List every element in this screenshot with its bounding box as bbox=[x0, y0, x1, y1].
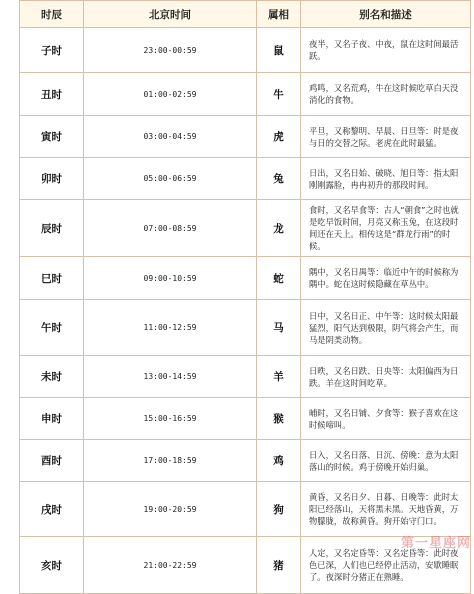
hour-cell: 申时 bbox=[20, 398, 84, 440]
hour-cell: 未时 bbox=[20, 356, 84, 398]
zodiac-animal-cell: 兔 bbox=[257, 158, 301, 200]
description-cell: 人定，又名定昏等：又名定昏等：此时夜色已深，人们也已经停止活动，安歇睡眠了。夜深时分猪正在熟睡。 bbox=[301, 537, 471, 594]
table-row bbox=[20, 116, 471, 158]
time-cell: 09:00-10:59 bbox=[84, 257, 257, 300]
description-cell: 日入，又名日落、日沉、傍晚：意为太阳落山的时候。鸡于傍晚开始归巢。 bbox=[301, 440, 471, 482]
hour-cell: 辰时 bbox=[20, 200, 84, 257]
zodiac-animal-cell: 鼠 bbox=[257, 28, 301, 73]
time-cell: 19:00-20:59 bbox=[84, 482, 257, 537]
zodiac-animal-cell: 羊 bbox=[257, 356, 301, 398]
header-beijing-time: 北京时间 bbox=[84, 1, 257, 28]
table-header-row bbox=[20, 1, 471, 28]
hour-cell: 戌时 bbox=[20, 482, 84, 537]
table-row bbox=[20, 440, 471, 482]
header-hour: 时辰 bbox=[20, 1, 84, 28]
hour-cell: 巳时 bbox=[20, 257, 84, 300]
table-row bbox=[20, 200, 471, 257]
table-row bbox=[20, 482, 471, 537]
description-cell: 平旦，又称黎明、早晨、日旦等：时是夜与日的交替之际。老虎在此时最猛。 bbox=[301, 116, 471, 158]
table-row bbox=[20, 300, 471, 356]
zodiac-animal-cell: 虎 bbox=[257, 116, 301, 158]
hour-cell: 亥时 bbox=[20, 537, 84, 594]
time-cell: 03:00-04:59 bbox=[84, 116, 257, 158]
time-cell: 13:00-14:59 bbox=[84, 356, 257, 398]
hour-cell: 子时 bbox=[20, 28, 84, 73]
zodiac-animal-cell: 猴 bbox=[257, 398, 301, 440]
hour-cell: 寅时 bbox=[20, 116, 84, 158]
description-cell: 日昳，又名日跌、日央等：太阳偏西为日跌。羊在这时间吃草。 bbox=[301, 356, 471, 398]
zodiac-animal-cell: 马 bbox=[257, 300, 301, 356]
zodiac-hours-table-container bbox=[19, 0, 470, 594]
description-cell: 黄昏，又名日夕、日暮、日晚等：此时太阳已经落山，天将黑未黑。天地昏黄，万物朦胧，故称黄昏。狗开始守门口。 bbox=[301, 482, 471, 537]
zodiac-animal-cell: 猪 bbox=[257, 537, 301, 594]
zodiac-animal-cell: 狗 bbox=[257, 482, 301, 537]
description-cell: 夜半，又名子夜、中夜，鼠在这时间最活跃。 bbox=[301, 28, 471, 73]
zodiac-animal-cell: 蛇 bbox=[257, 257, 301, 300]
time-cell: 15:00-16:59 bbox=[84, 398, 257, 440]
time-cell: 21:00-22:59 bbox=[84, 537, 257, 594]
time-cell: 05:00-06:59 bbox=[84, 158, 257, 200]
description-cell: 食时，又名早食等：古人“朝食”之时也就是吃早饭时间，月亮又称玉兔，在这段时间还在天上。相传这是“群龙行雨”的时候。 bbox=[301, 200, 471, 257]
zodiac-animal-cell: 牛 bbox=[257, 73, 301, 116]
hour-cell: 丑时 bbox=[20, 73, 84, 116]
table-row bbox=[20, 158, 471, 200]
zodiac-animal-cell: 龙 bbox=[257, 200, 301, 257]
description-cell: 日出，又名日始、破晓、旭日等：指太阳刚刚露脸，冉冉初升的那段时间。 bbox=[301, 158, 471, 200]
time-cell: 17:00-18:59 bbox=[84, 440, 257, 482]
table-row bbox=[20, 257, 471, 300]
zodiac-hours-table bbox=[19, 0, 471, 594]
hour-cell: 卯时 bbox=[20, 158, 84, 200]
header-zodiac: 属相 bbox=[257, 1, 301, 28]
time-cell: 01:00-02:59 bbox=[84, 73, 257, 116]
site-watermark: 第一星座网 bbox=[400, 536, 471, 551]
header-alias-description: 别名和描述 bbox=[301, 1, 471, 28]
description-cell: 晡时，又名日铺、夕食等：猴子喜欢在这时候啼叫。 bbox=[301, 398, 471, 440]
hour-cell: 午时 bbox=[20, 300, 84, 356]
table-row bbox=[20, 398, 471, 440]
description-cell: 日中，又名日正、中午等：这时候太阳最猛烈，阳气达到极限，阴气将会产生，而马是阴类动物。 bbox=[301, 300, 471, 356]
table-row bbox=[20, 356, 471, 398]
description-cell: 隅中，又名日禺等：临近中午的时候称为隅中。蛇在这时候隐藏在草丛中。 bbox=[301, 257, 471, 300]
zodiac-animal-cell: 鸡 bbox=[257, 440, 301, 482]
description-cell: 鸡鸣，又名荒鸡，牛在这时候吃草白天没消化的食物。 bbox=[301, 73, 471, 116]
hour-cell: 酉时 bbox=[20, 440, 84, 482]
time-cell: 11:00-12:59 bbox=[84, 300, 257, 356]
time-cell: 07:00-08:59 bbox=[84, 200, 257, 257]
table-row bbox=[20, 28, 471, 73]
time-cell: 23:00-00:59 bbox=[84, 28, 257, 73]
table-row bbox=[20, 73, 471, 116]
